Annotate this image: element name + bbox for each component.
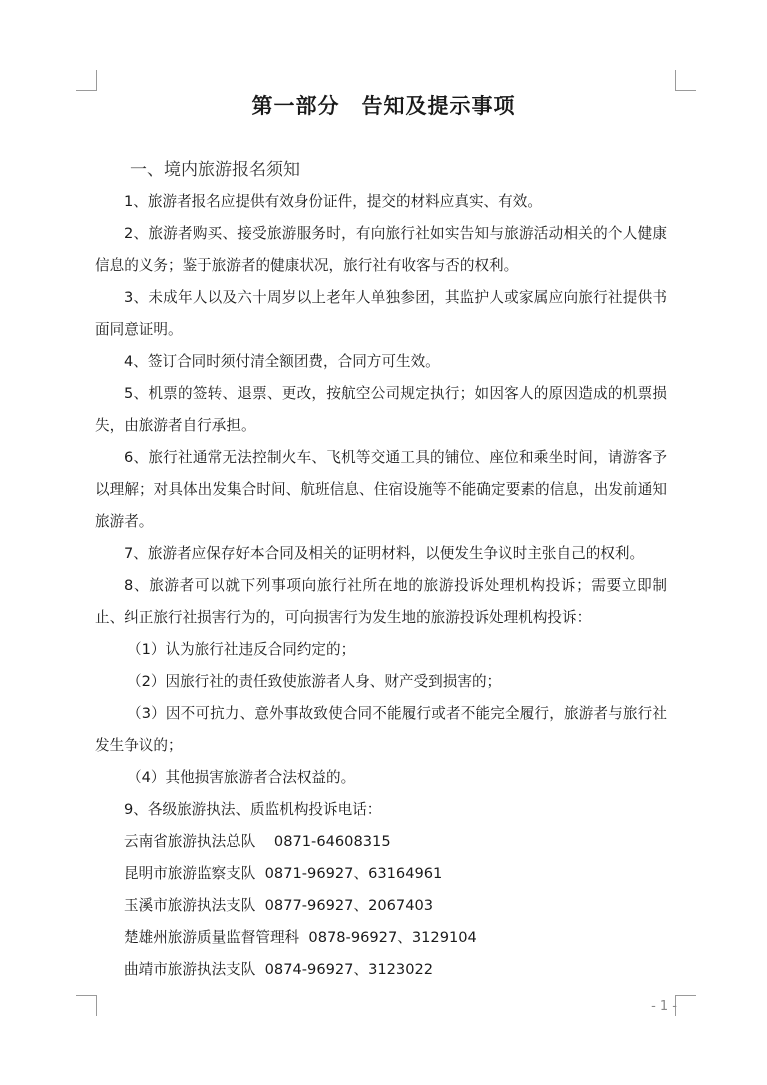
contact-name: 玉溪市旅游执法支队	[124, 897, 256, 914]
page-title: 第一部分 告知及提示事项	[251, 93, 516, 118]
list-item-1: （1）认为旅行社违反合同约定的；	[127, 641, 356, 658]
contacts-heading: 9、各级旅游执法、质监机构投诉电话：	[124, 801, 382, 818]
contact-phone: 0877-96927、2067403	[264, 897, 434, 914]
section-heading: 一、境内旅游报名须知	[130, 160, 300, 180]
contact-phone: 0874-96927、3123022	[264, 961, 434, 978]
contact-name: 曲靖市旅游执法支队	[124, 961, 256, 978]
paragraph-1: 1、旅游者报名应提供有效身份证件，提交的材料应真实、有效。	[124, 193, 542, 210]
margin-mark-bottom-right	[675, 995, 696, 1016]
list-item-3: （3）因不可抗力、意外事故致使合同不能履行或者不能完全履行，旅游者与旅行社发生争议的；	[95, 705, 667, 754]
contact-name: 楚雄州旅游质量监督管理科	[124, 929, 300, 946]
list-item-2: （2）因旅行社的责任致使旅游者人身、财产受到损害的；	[127, 673, 502, 690]
contact-row	[95, 826, 667, 858]
page-number: - 1 -	[651, 999, 677, 1014]
contact-name: 云南省旅游执法总队	[124, 833, 256, 850]
contact-row	[95, 922, 667, 954]
paragraph-8: 8、旅游者可以就下列事项向旅行社所在地的旅游投诉处理机构投诉；需要立即制止、纠正旅行社损害行为的，可向损害行为发生地的旅游投诉处理机构投诉：	[95, 577, 667, 626]
paragraph-6: 6、旅行社通常无法控制火车、飞机等交通工具的铺位、座位和乘坐时间，请游客予以理解；对具体出发集合时间、航班信息、住宿设施等不能确定要素的信息，出发前通知旅游者。	[95, 449, 667, 530]
margin-mark-top-right	[675, 70, 696, 91]
paragraph-4: 4、签订合同时须付清全额团费，合同方可生效。	[124, 353, 440, 370]
contact-row	[95, 890, 667, 922]
list-item-4: （4）其他损害旅游者合法权益的。	[127, 769, 356, 786]
document-body	[95, 186, 667, 986]
contact-phone: 0878-96927、3129104	[308, 929, 477, 946]
contact-row	[95, 954, 667, 986]
contact-row	[95, 858, 667, 890]
contact-name: 昆明市旅游监察支队	[124, 865, 256, 882]
paragraph-5: 5、机票的签转、退票、更改，按航空公司规定执行；如因客人的原因造成的机票损失，由旅游者自行承担。	[95, 385, 667, 434]
contact-phone: 0871-96927、63164961	[264, 865, 443, 882]
paragraph-7: 7、旅游者应保存好本合同及相关的证明材料，以便发生争议时主张自己的权利。	[124, 545, 645, 562]
paragraph-2: 2、旅游者购买、接受旅游服务时，有向旅行社如实告知与旅游活动相关的个人健康信息的义务；鉴于旅游者的健康状况，旅行社有收客与否的权利。	[95, 225, 667, 274]
margin-mark-bottom-left	[76, 995, 97, 1016]
contact-phone: 0871-64608315	[273, 833, 391, 850]
margin-mark-top-left	[76, 70, 97, 91]
paragraph-3: 3、未成年人以及六十周岁以上老年人单独参团，其监护人或家属应向旅行社提供书面同意证明。	[95, 289, 667, 338]
